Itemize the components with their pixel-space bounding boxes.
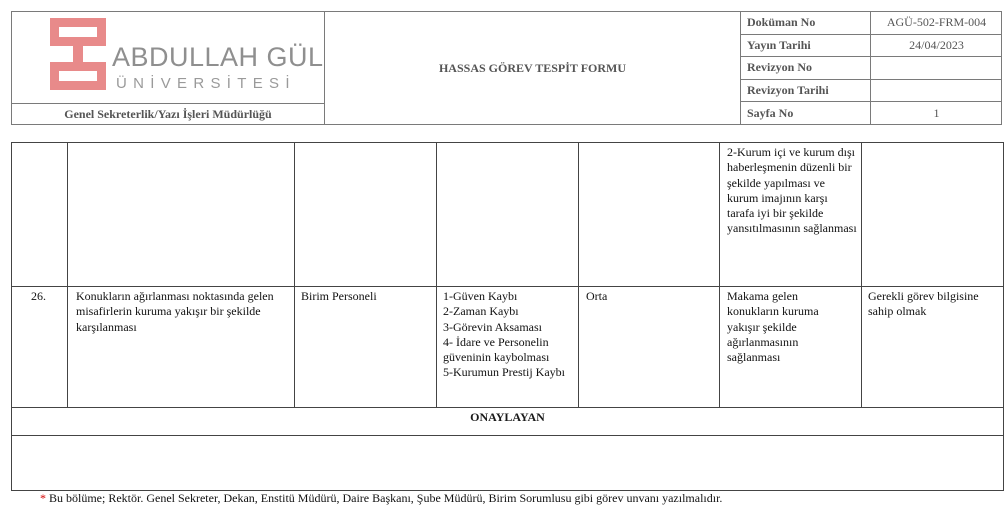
meta-label: Revizyon Tarihi (741, 80, 871, 102)
meta-label: Yayın Tarihi (741, 35, 871, 57)
logo-line-1: ABDULLAH GÜL (112, 42, 324, 72)
unit-name: Genel Sekreterlik/Yazı İşleri Müdürlüğü (12, 104, 325, 125)
meta-value: 24/04/2023 (909, 37, 964, 52)
row-1-controls: 2-Kurum içi ve kurum dışı haberleşmenin düzenli bir şekilde yapılması ve kurum imajının karşı tarafa iyi bir şekilde yansıtılmasının sağlanması (727, 145, 857, 236)
university-logo-icon (50, 18, 106, 90)
meta-row-revision-no (741, 57, 1002, 80)
footnote (40, 491, 722, 506)
meta-row-revision-date (741, 80, 1002, 103)
logo-cell (12, 12, 325, 104)
footnote-mark: * (40, 491, 46, 505)
meta-label: Doküman No (741, 12, 871, 34)
row-2-controls: Makama gelen konukların kuruma yakışır şekilde ağırlanmasının sağlanması (727, 289, 819, 365)
row-2-risks: 1-Güven Kaybı 2-Zaman Kaybı 3-Görevin Aksaması 4- İdare ve Personelin güveninin kaybolması 5-Kurumun Prestij Kaybı (443, 289, 565, 380)
meta-row-page-no (741, 102, 1002, 125)
row-2-task: Konukların ağırlanması noktasında gelen misafirlerin kuruma yakışır bir şekilde karşılanması (76, 289, 274, 334)
row-2-staff: Birim Personeli (301, 289, 377, 303)
row-2-qualification: Gerekli görev bilgisine sahip olmak (868, 289, 979, 319)
approval-heading: ONAYLAYAN (470, 410, 545, 424)
sensitive-task-table (11, 142, 1004, 491)
row-2-number: 26. (31, 289, 46, 303)
meta-label: Sayfa No (741, 102, 871, 125)
form-header (11, 11, 1002, 125)
logo-line-2: ÜNİVERSİTESİ (116, 75, 296, 92)
meta-row-publish-date (741, 35, 1002, 58)
meta-value (871, 80, 1002, 102)
meta-label: Revizyon No (741, 57, 871, 79)
footnote-text: Bu bölüme; Rektör. Genel Sekreter, Dekan, Enstitü Müdürü, Daire Başkanı, Şube Müdürü, Birim Sorumlusu gibi görev unvanı yazılmalıdır. (46, 491, 723, 505)
meta-value: AGÜ-502-FRM-004 (886, 15, 987, 30)
form-title: HASSAS GÖREV TESPİT FORMU (325, 12, 741, 125)
meta-value (871, 57, 1002, 79)
meta-row-document-no (741, 12, 1002, 35)
row-2-risk-level: Orta (586, 289, 608, 303)
meta-value: 1 (933, 106, 940, 121)
document-meta (741, 12, 1002, 125)
